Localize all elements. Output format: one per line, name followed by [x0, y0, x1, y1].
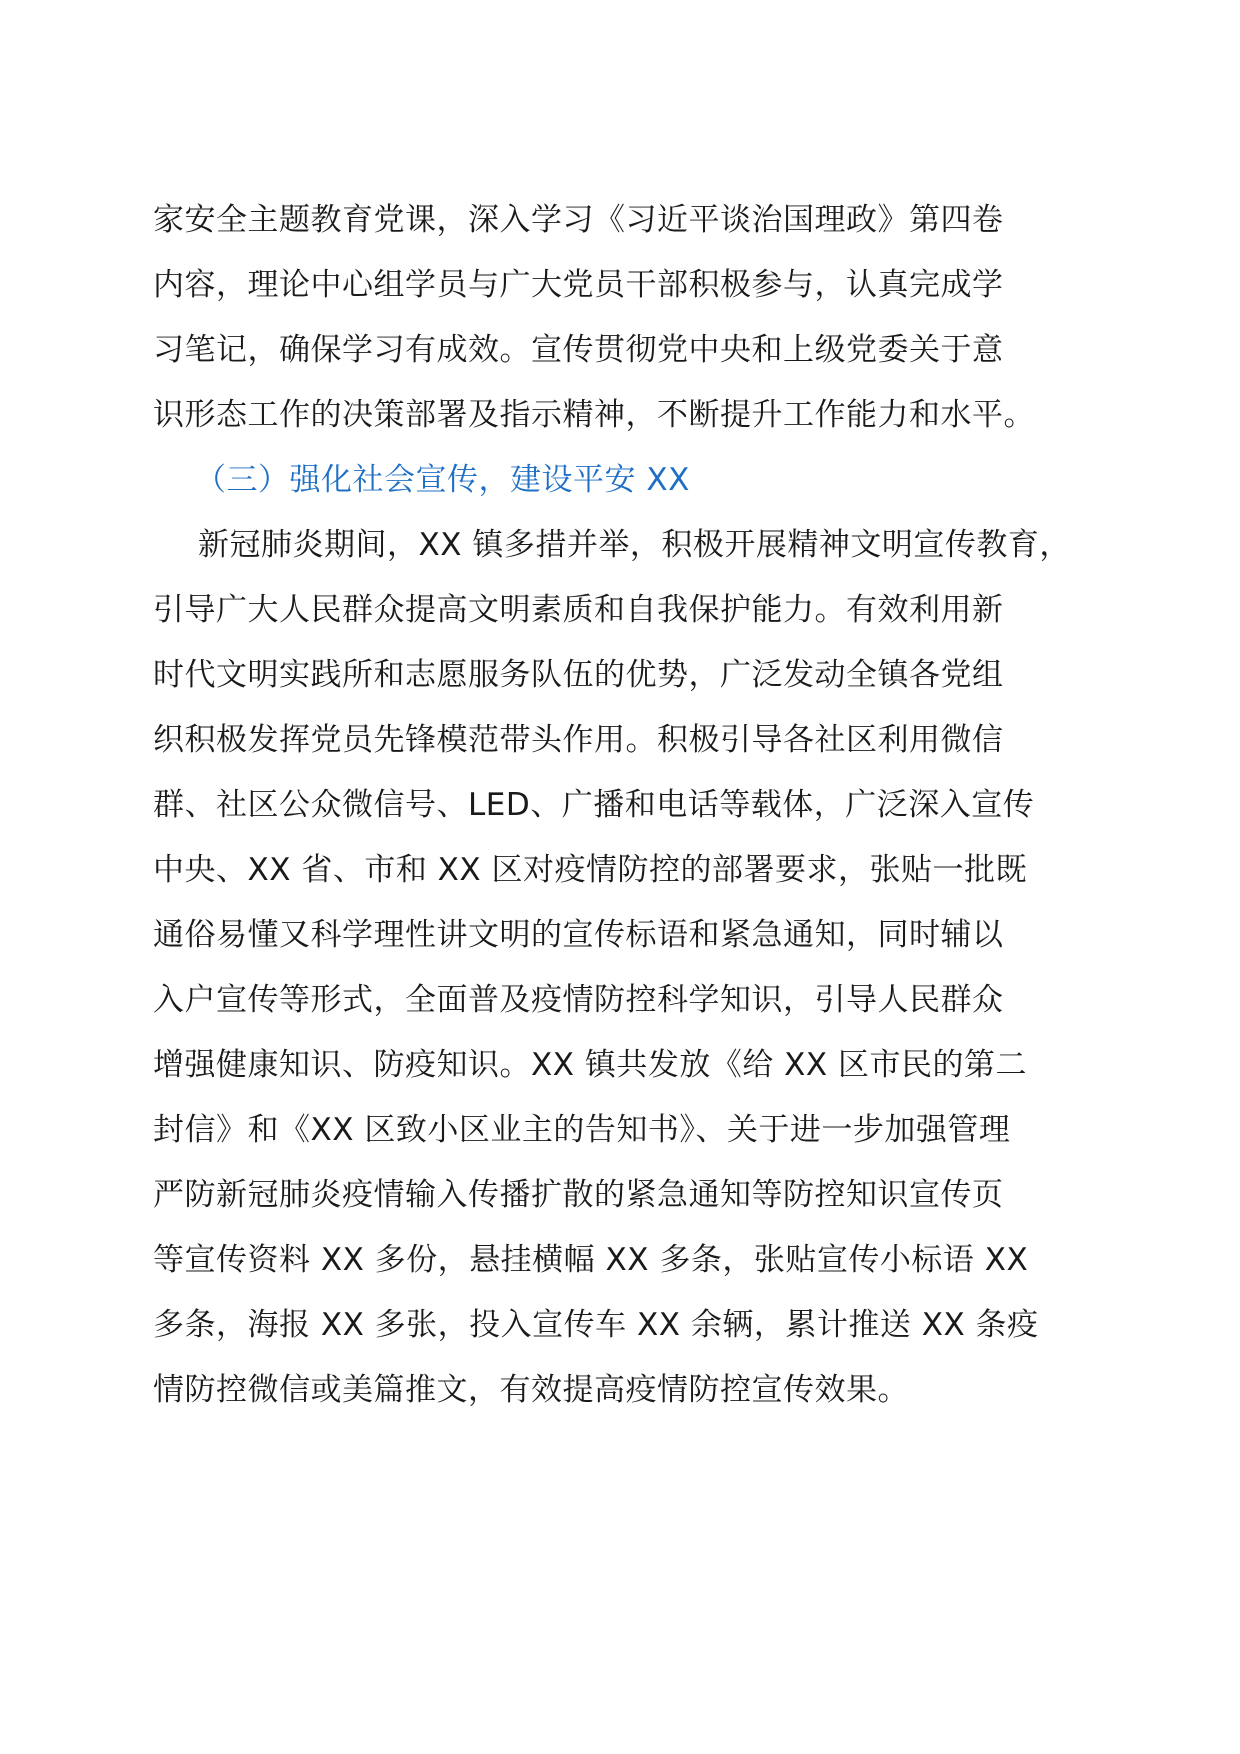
- text-line: 织积极发挥党员先锋模范带头作用。积极引导各社区利用微信: [153, 722, 1004, 758]
- text-line: 严防新冠肺炎疫情输入传播扩散的紧急通知等防控知识宣传页: [153, 1177, 1004, 1213]
- section-heading: （三）强化社会宣传，建设平安 XX: [195, 462, 690, 498]
- text-line: 多条，海报 XX 多张，投入宣传车 XX 余辆，累计推送 XX 条疫: [153, 1307, 1039, 1343]
- text-line: 情防控微信或美篇推文，有效提高疫情防控宣传效果。: [153, 1372, 909, 1408]
- paragraph-social-publicity: [153, 513, 1113, 1423]
- text-line: 等宣传资料 XX 多份，悬挂横幅 XX 多条，张贴宣传小标语 XX: [153, 1242, 1029, 1278]
- text-line: 新冠肺炎期间，XX 镇多措并举，积极开展精神文明宣传教育，: [198, 527, 1071, 563]
- text-line: 入户宣传等形式，全面普及疫情防控科学知识，引导人民群众: [153, 982, 1004, 1018]
- document-body: [153, 188, 1113, 1423]
- text-line: 增强健康知识、防疫知识。XX 镇共发放《给 XX 区市民的第二: [153, 1047, 1028, 1083]
- text-line: 封信》和《XX 区致小区业主的告知书》、关于进一步加强管理: [153, 1112, 1011, 1148]
- text-line: 家安全主题教育党课，深入学习《习近平谈治国理政》第四卷: [153, 202, 1004, 238]
- paragraph-continued: [153, 188, 1113, 448]
- text-line: 时代文明实践所和志愿服务队伍的优势，广泛发动全镇各党组: [153, 657, 1004, 693]
- text-line: 群、社区公众微信号、LED、广播和电话等载体，广泛深入宣传: [153, 787, 1035, 823]
- text-line: 识形态工作的决策部署及指示精神，不断提升工作能力和水平。: [153, 397, 1035, 433]
- text-line: 习笔记，确保学习有成效。宣传贯彻党中央和上级党委关于意: [153, 332, 1004, 368]
- text-line: 引导广大人民群众提高文明素质和自我保护能力。有效利用新: [153, 592, 1004, 628]
- text-line: 内容，理论中心组学员与广大党员干部积极参与，认真完成学: [153, 267, 1004, 303]
- text-line: 通俗易懂又科学理性讲文明的宣传标语和紧急通知，同时辅以: [153, 917, 1004, 953]
- text-line: 中央、XX 省、市和 XX 区对疫情防控的部署要求，张贴一批既: [153, 852, 1028, 888]
